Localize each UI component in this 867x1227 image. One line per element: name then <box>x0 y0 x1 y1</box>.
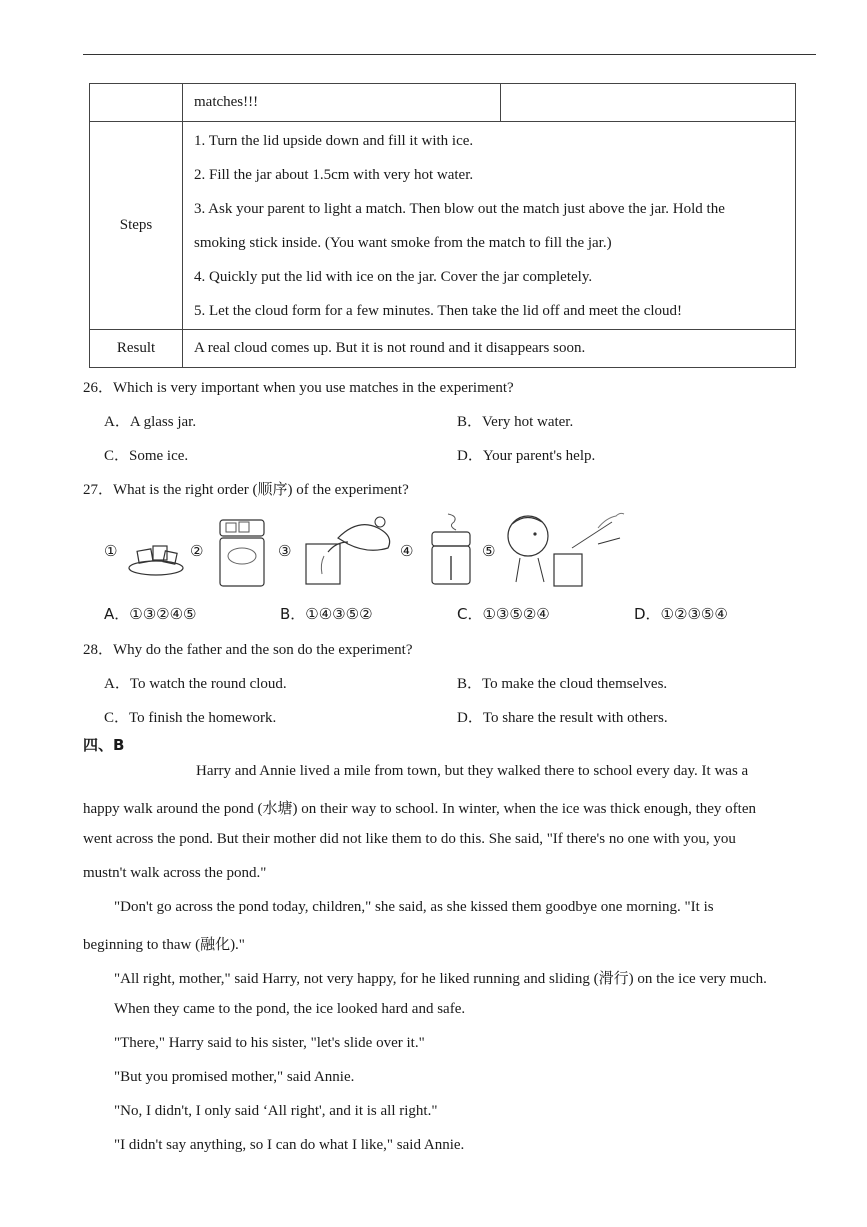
passage-line: "I didn't say anything, so I can do what I like," said Annie. <box>114 1137 465 1153</box>
pouring-water-picture <box>298 508 398 588</box>
question-27-stem: 27．What is the right order (顺序) of the experiment? <box>83 482 409 498</box>
steps-cell <box>183 122 796 330</box>
section-heading: 四、B <box>83 736 125 754</box>
pic-label-4: ④ <box>400 542 414 560</box>
q26-option-b[interactable]: B．Very hot water. <box>457 414 574 430</box>
experiment-pictures <box>100 508 640 590</box>
child-blowing-match-picture <box>502 508 632 594</box>
passage-line: "But you promised mother," said Annie. <box>114 1069 355 1085</box>
passage-line: "No, I didn't, I only said ‘All right', and it is all right." <box>114 1103 438 1119</box>
step-line: 4. Quickly put the lid with ice on the jar. Cover the jar completely. <box>194 268 593 285</box>
passage-line: "Don't go across the pond today, children," she said, as she kissed them goodbye one morning. "It is <box>114 899 714 915</box>
q28-option-b[interactable]: B．To make the cloud themselves. <box>457 676 668 692</box>
ice-plate-picture <box>126 528 186 578</box>
passage-line: went across the pond. But their mother did not like them to do this. She said, "If there's no one with you, you <box>83 831 736 847</box>
table-row <box>90 84 796 122</box>
question-26-stem: 26．Which is very important when you use matches in the experiment? <box>83 380 514 396</box>
experiment-table <box>89 83 796 368</box>
steps-label: Steps <box>90 122 183 330</box>
table-cell-empty <box>90 84 183 122</box>
pic-label-2: ② <box>190 542 204 560</box>
q27-option-a[interactable]: A．①③②④⑤ <box>104 605 197 623</box>
passage-line: "There," Harry said to his sister, "let's slide over it." <box>114 1035 425 1051</box>
q26-option-d[interactable]: D．Your parent's help. <box>457 448 596 464</box>
q27-option-c[interactable]: C．①③⑤②④ <box>457 605 550 623</box>
q28-option-c[interactable]: C．To finish the homework. <box>104 710 277 726</box>
header-rule <box>83 54 816 55</box>
pic-label-3: ③ <box>278 542 292 560</box>
pic-label-1: ① <box>104 542 118 560</box>
result-label: Result <box>90 330 183 368</box>
step-line: 5. Let the cloud form for a few minutes. Then take the lid off and meet the cloud! <box>194 302 683 319</box>
q27-option-b[interactable]: B．①④③⑤② <box>280 605 373 623</box>
q28-option-a[interactable]: A．To watch the round cloud. <box>104 676 287 692</box>
passage-line: When they came to the pond, the ice looked hard and safe. <box>114 1001 466 1017</box>
passage-line: Harry and Annie lived a mile from town, but they walked there to school every day. It was a <box>196 763 749 779</box>
result-cell: A real cloud comes up. But it is not round and it disappears soon. <box>183 330 796 368</box>
q26-option-a[interactable]: A．A glass jar. <box>104 414 197 430</box>
materials-cell: matches!!! <box>183 84 501 122</box>
q28-option-d[interactable]: D．To share the result with others. <box>457 710 668 726</box>
jar-with-ice-lid-picture <box>212 516 274 590</box>
table-row <box>90 330 796 368</box>
table-cell-empty <box>501 84 796 122</box>
step-line: 3. Ask your parent to light a match. Then blow out the match just above the jar. Hold the <box>194 200 725 217</box>
smoking-jar-picture <box>426 510 476 588</box>
q27-option-d[interactable]: D．①②③⑤④ <box>634 605 728 623</box>
step-line: 1. Turn the lid upside down and fill it with ice. <box>194 132 474 149</box>
passage-line: beginning to thaw (融化)." <box>83 937 245 953</box>
pic-label-5: ⑤ <box>482 542 496 560</box>
passage-line: "All right, mother," said Harry, not very happy, for he liked running and sliding (滑行) on the ice very much. <box>114 971 767 987</box>
q26-option-c[interactable]: C．Some ice. <box>104 448 189 464</box>
table-row <box>90 122 796 330</box>
question-28-stem: 28．Why do the father and the son do the experiment? <box>83 642 413 658</box>
passage-line: happy walk around the pond (水塘) on their way to school. In winter, when the ice was thick enough, they often <box>83 801 756 817</box>
step-line: smoking stick inside. (You want smoke from the match to fill the jar.) <box>194 234 612 251</box>
step-line: 2. Fill the jar about 1.5cm with very hot water. <box>194 166 474 183</box>
passage-line: mustn't walk across the pond." <box>83 865 267 881</box>
